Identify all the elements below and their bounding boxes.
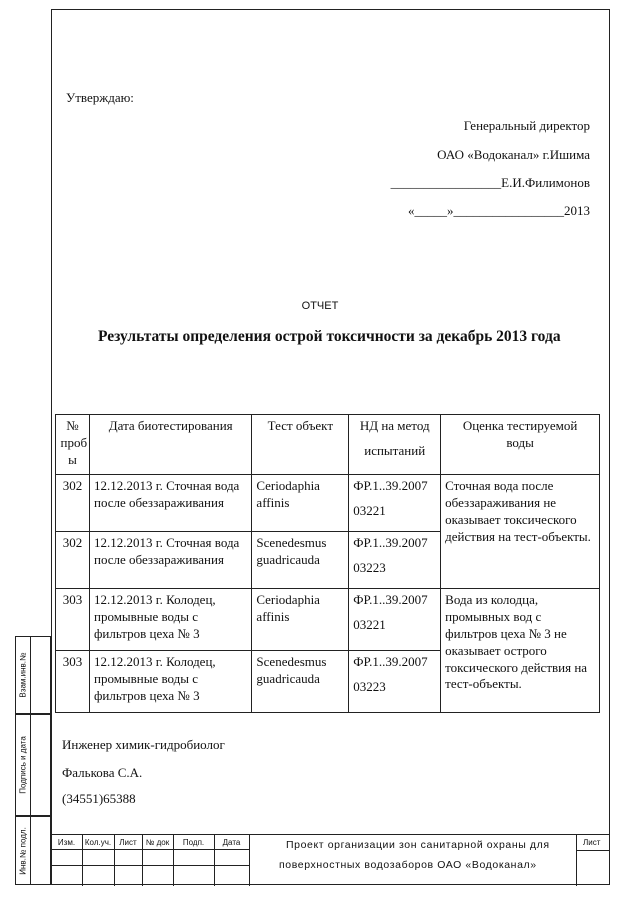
row-assessment: Сточная вода после обеззараживания не оказывает токсического действия на тест-объекты.: [441, 475, 600, 589]
row-method-line-2: 03223: [353, 559, 386, 575]
row-method: [349, 475, 441, 532]
stamp-project-line-2: поверхностных водозаборов ОАО «Водоканал»: [279, 859, 537, 871]
engineer-position: Инженер химик-гидробиолог: [62, 737, 225, 752]
stamp-col-doc: № док: [142, 835, 174, 886]
row-date: 12.12.2013 г. Сточная вода после обеззараживания: [89, 475, 251, 532]
row-date: 12.12.2013 г. Колодец, промывные воды с фильтров цеха № 3: [89, 651, 251, 713]
margin-label-replacement: Взам.инв.№: [18, 652, 28, 698]
row-num: 302: [56, 475, 90, 532]
row-method-line-1: ФР.1..39.2007: [353, 592, 428, 607]
margin-strip-inventory: [15, 816, 51, 885]
table-header-row: [56, 415, 600, 475]
header-assessment: Оценка тестируемой воды: [441, 415, 600, 475]
margin-label-inventory: Инв.№ подл.: [18, 826, 28, 875]
margin-strip-replacement: [15, 636, 51, 714]
row-assessment: Вода из колодца, промывных вод с фильтров цеха № 3 не оказывает острого токсического действия на тест-объекты.: [441, 589, 600, 713]
engineer-name: Фалькова С.А.: [62, 765, 143, 780]
row-method: [349, 589, 441, 651]
row-object: Ceriodaphia affinis: [252, 475, 349, 532]
table-row: [56, 475, 600, 532]
stamp-col-count: Кол.уч.: [82, 835, 115, 886]
approval-position: Генеральный директор: [463, 118, 590, 133]
stamp-col-sign: Подп.: [173, 835, 215, 886]
header-method: [349, 415, 441, 475]
row-object: Scenedesmus guadricauda: [252, 651, 349, 713]
approval-signature-line: _________________Е.И.Филимонов: [390, 175, 590, 190]
row-method: [349, 651, 441, 713]
header-method-line-1: НД на метод: [359, 418, 430, 433]
stamp-sheet-label: Лист: [583, 838, 601, 847]
row-num: 302: [56, 532, 90, 589]
approval-organization: ОАО «Водоканал» г.Ишима: [437, 147, 590, 162]
header-date: Дата биотестирования: [89, 415, 251, 475]
stamp-project-line-1: Проект организации зон санитарной охраны для: [286, 839, 550, 851]
row-method-line-2: 03221: [353, 616, 386, 632]
row-object: Ceriodaphia affinis: [252, 589, 349, 651]
results-table: [55, 414, 600, 713]
engineer-phone: (34551)65388: [62, 791, 136, 806]
row-method-line-1: ФР.1..39.2007: [353, 535, 428, 550]
row-num: 303: [56, 651, 90, 713]
row-num: 303: [56, 589, 90, 651]
row-date: 12.12.2013 г. Колодец, промывные воды с фильтров цеха № 3: [89, 589, 251, 651]
header-method-line-2: испытаний: [364, 442, 426, 458]
stamp-col-change: Изм.: [51, 835, 83, 886]
title-block: [51, 834, 610, 886]
stamp-col-sheet: Лист: [114, 835, 143, 886]
report-title: Результаты определения острой токсичности за декабрь 2013 года: [98, 328, 561, 345]
margin-label-signature: Подпись и дата: [18, 736, 28, 794]
approval-date-line: «_____»_________________2013: [408, 203, 590, 218]
report-label: ОТЧЕТ: [301, 300, 339, 312]
row-method: [349, 532, 441, 589]
margin-strip-signature: [15, 714, 51, 816]
row-method-line-1: ФР.1..39.2007: [353, 478, 428, 493]
approval-label: Утверждаю:: [66, 90, 134, 105]
row-method-line-2: 03221: [353, 502, 386, 518]
row-object: Scenedesmus guadricauda: [252, 532, 349, 589]
row-method-line-1: ФР.1..39.2007: [353, 654, 428, 669]
table-row: [56, 589, 600, 651]
stamp-col-date: Дата: [214, 835, 250, 886]
row-date: 12.12.2013 г. Сточная вода после обеззараживания: [89, 532, 251, 589]
header-num: № проб ы: [56, 415, 90, 475]
header-object: Тест объект: [252, 415, 349, 475]
row-method-line-2: 03223: [353, 678, 386, 694]
